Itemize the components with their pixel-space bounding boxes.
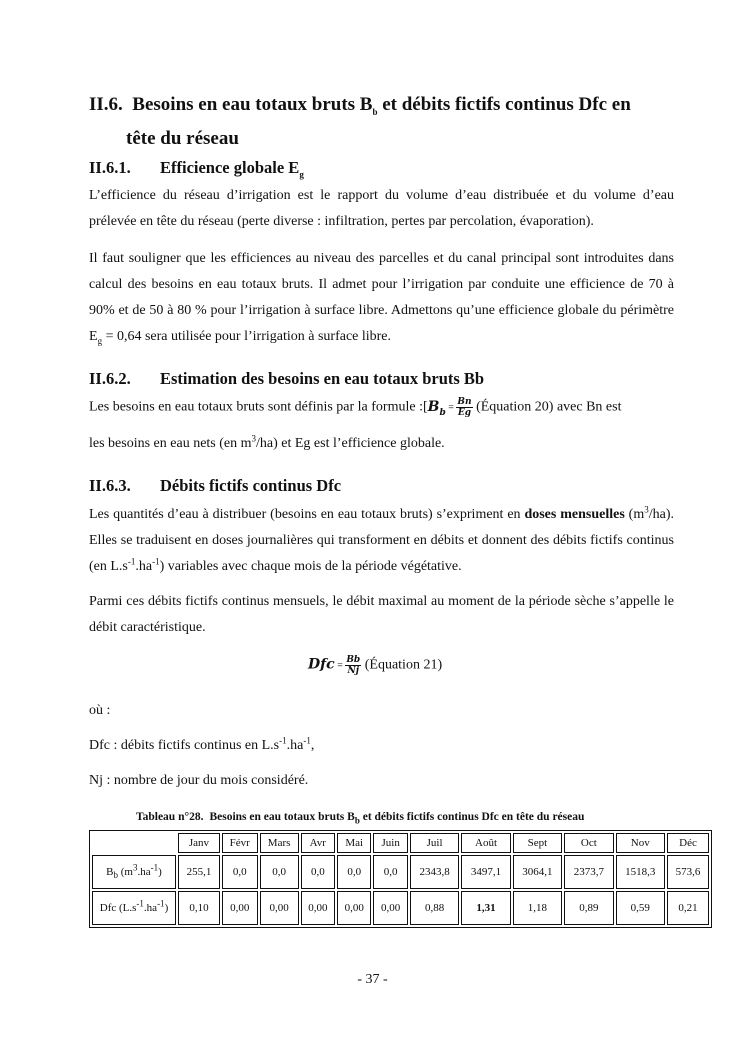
table-cell: 1518,3 — [616, 855, 665, 889]
month-header: Oct — [564, 833, 613, 853]
table-cell: 2373,7 — [564, 855, 613, 889]
table-cell: 0,00 — [222, 891, 258, 925]
table-cell: 0,00 — [373, 891, 407, 925]
table-cell: 0,10 — [178, 891, 220, 925]
equation-dfc: Dfc = $\frac{Bb}{Nj}$ (Équation 21) — [308, 655, 443, 676]
month-header: Nov — [616, 833, 665, 853]
table-cell: 0,89 — [564, 891, 613, 925]
month-header: Sept — [513, 833, 562, 853]
table-cell: 0,0 — [337, 855, 371, 889]
table-cell: 0,0 — [301, 855, 335, 889]
table-cell: 1,18 — [513, 891, 562, 925]
paragraph-debits-definition: Les quantités d’eau à distribuer (besoins en eau totaux bruts) s’expriment en doses mensuelles $(m^3/ha)$. Elles se traduisent en doses journalières qui transforment en débits et donnent des débits fictifs continus (en $L.s^{-1}.ha^{-1}$) variables avec chaque mois de la période végétative. — [89, 504, 674, 574]
where-label: où : — [89, 703, 111, 718]
page-number: - 37 - — [357, 972, 388, 987]
month-header: Janv — [178, 833, 220, 853]
row-label-bb: $B_b$ $(m^3.ha^{-1})$ — [92, 855, 176, 889]
formula-bb-lhs: $B_b$ — [427, 398, 446, 418]
formula-bb-fraction: $\frac{Bn}{Eg}$ — [457, 397, 472, 418]
table-cell: 0,0 — [373, 855, 407, 889]
month-header: Avr — [301, 833, 335, 853]
table-cell: 0,0 — [260, 855, 299, 889]
month-header: Août — [461, 833, 510, 853]
month-header: Mai — [337, 833, 371, 853]
month-header: Févr — [222, 833, 258, 853]
month-header: Juin — [373, 833, 407, 853]
formula-line-bb-continuation: les besoins en eau nets (en $m^3/ha$) et Eg est l’efficience globale. — [89, 433, 445, 451]
table-cell: 0,21 — [667, 891, 709, 925]
table-cell: 3064,1 — [513, 855, 562, 889]
table-corner-cell — [92, 833, 176, 853]
table-cell: 0,59 — [616, 891, 665, 925]
table-cell: 0,00 — [301, 891, 335, 925]
definition-nj: Nj : nombre de jour du mois considéré. — [89, 773, 309, 788]
subsection-heading-efficience: II.6.1. Efficience globale $E_g$ — [89, 158, 304, 180]
besoins-debits-table — [89, 830, 712, 928]
paragraph-efficience-definition: L’efficience du réseau d’irrigation est le rapport du volume d’eau distribuée et du volume d’eau prélevée en tête du réseau (perte diverse : infiltration, pertes par percolation, évaporation). — [89, 188, 674, 229]
table-cell: 255,1 — [178, 855, 220, 889]
subsection-heading-besoins: II.6.2. Estimation des besoins en eau totaux bruts Bb — [89, 369, 485, 388]
month-header: Juil — [410, 833, 459, 853]
month-header: Déc — [667, 833, 709, 853]
table-cell: 0,00 — [260, 891, 299, 925]
formula-line-bb: Les besoins en eau totaux bruts sont définis par la formule $:[B_b$ = $\frac{Bn}{Eg}$ (Équation 20) avec Bn est — [89, 397, 622, 418]
month-header: Mars — [260, 833, 299, 853]
table-cell: 0,0 — [222, 855, 258, 889]
table-cell: 0,00 — [337, 891, 371, 925]
table-row-dfc — [92, 891, 709, 925]
definition-dfc: Dfc : débits fictifs continus en $L.s^{-1}.ha^{-1}$, — [89, 735, 315, 753]
table-caption: Tableau n°28. Besoins en eau totaux bruts $B_b$ et débits fictifs continus Dfc en tête du réseau — [136, 811, 585, 826]
table-cell-max: 1,31 — [461, 891, 510, 925]
table-row-bb — [92, 855, 709, 889]
section-heading: II.6. Besoins en eau totaux bruts $B_b$ et débits fictifs continus Dfc en tête du réseau — [89, 94, 631, 149]
equation-dfc-fraction: $\frac{Bb}{Nj}$ — [346, 655, 361, 676]
row-label-dfc: Dfc $(L.s^{-1}.ha^{-1})$ — [92, 891, 176, 925]
table-cell: 0,88 — [410, 891, 459, 925]
table-header-row — [92, 833, 709, 853]
table-cell: 573,6 — [667, 855, 709, 889]
paragraph-debit-caracteristique: Parmi ces débits fictifs continus mensuels, le débit maximal au moment de la période sèche s’appelle le débit caractéristique. — [89, 594, 674, 635]
table-cell: 2343,8 — [410, 855, 459, 889]
paragraph-efficience-details: Il faut souligner que les efficiences au niveau des parcelles et du canal principal sont introduites dans calcul des besoins en eau totaux bruts. Il admet pour l’irrigation par conduite une efficience de 70 à 90% et de 50 à 80 % pour l’irrigation à surface libre. Admettons qu’une efficience globale du périmètre $E_g = 0,64$ sera utilisée pour l’irrigation à surface libre. — [89, 251, 674, 346]
subsection-heading-debits: II.6.3. Débits fictifs continus Dfc — [89, 476, 342, 495]
table-cell: 3497,1 — [461, 855, 510, 889]
